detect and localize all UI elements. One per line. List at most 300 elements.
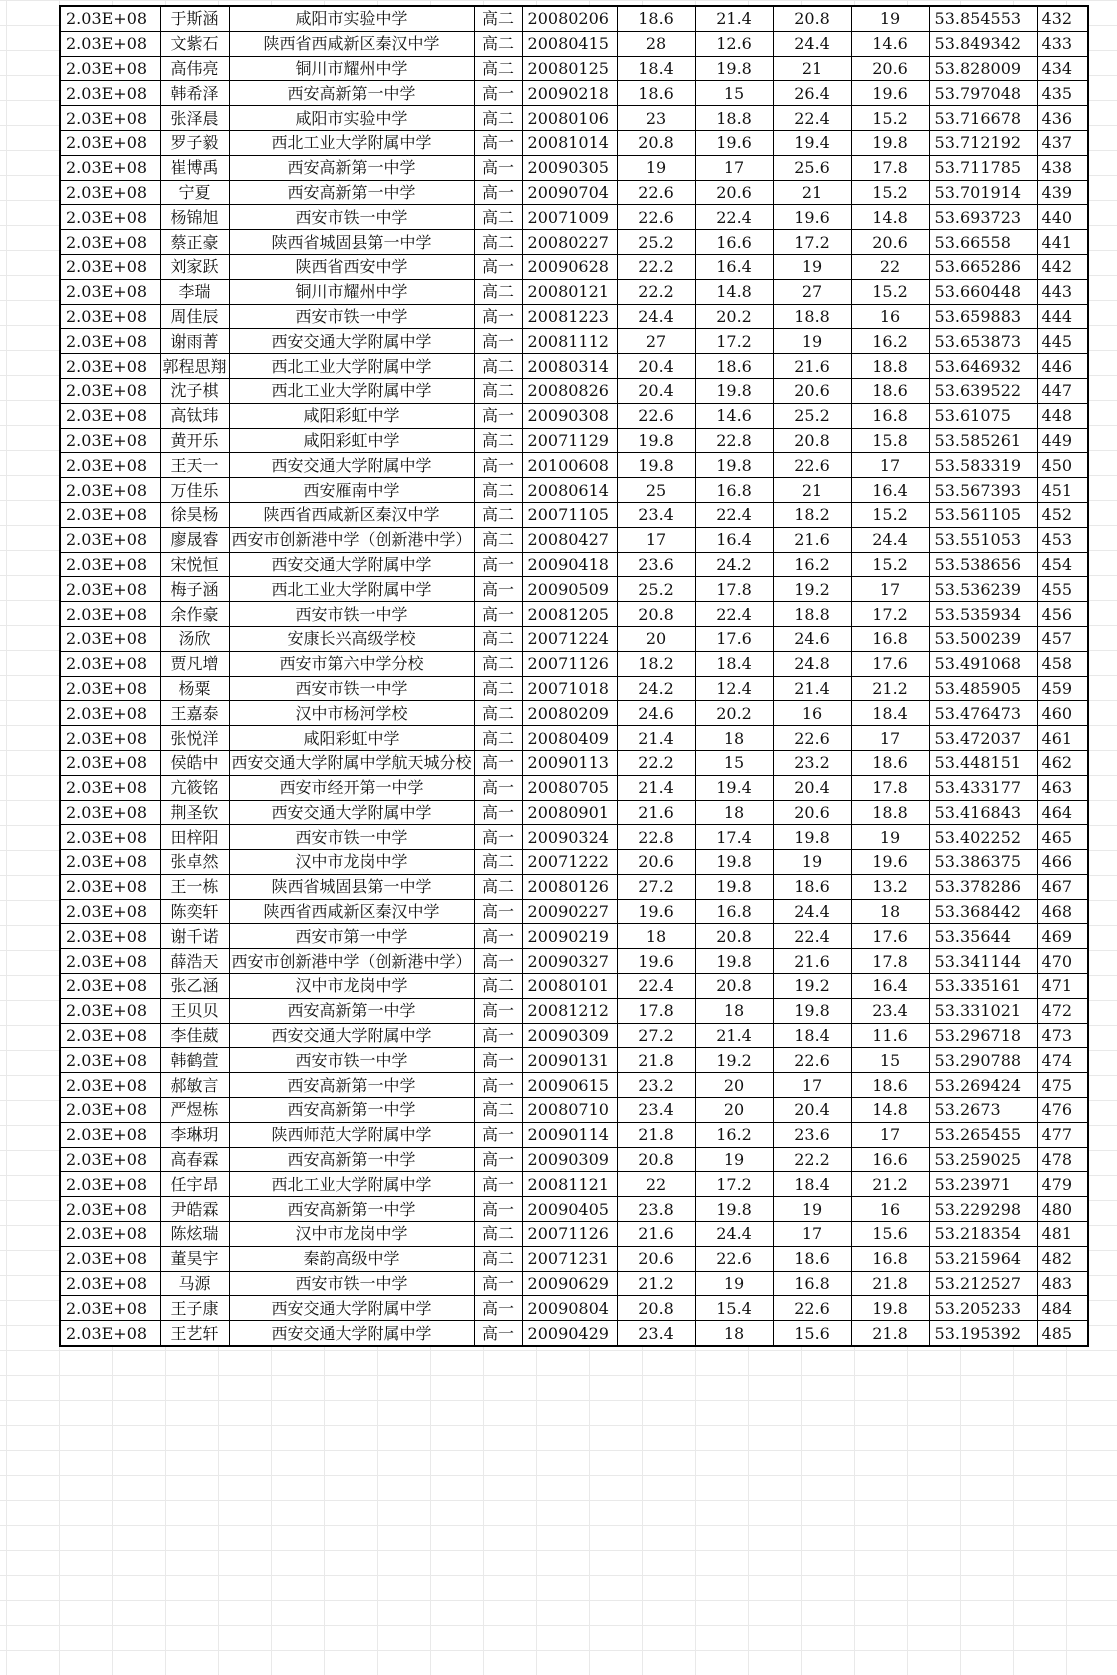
student-id-cell: 2.03E+08 xyxy=(60,974,160,999)
score-3-cell: 18.6 xyxy=(773,874,851,899)
grade-cell: 高一 xyxy=(474,1197,522,1222)
student-id-cell: 2.03E+08 xyxy=(60,478,160,503)
student-id-cell: 2.03E+08 xyxy=(60,1048,160,1073)
student-name-cell: 陈炫瑞 xyxy=(160,1222,229,1247)
score-2-cell: 15 xyxy=(695,750,773,775)
score-1-cell: 23 xyxy=(617,106,695,131)
total-score-cell: 53.797048 xyxy=(929,81,1037,106)
total-score-cell: 53.195392 xyxy=(929,1321,1037,1346)
grade-cell: 高二 xyxy=(474,56,522,81)
score-2-cell: 12.6 xyxy=(695,31,773,56)
school-cell: 陕西省西咸新区秦汉中学 xyxy=(229,899,474,924)
score-1-cell: 20 xyxy=(617,626,695,651)
score-1-cell: 23.4 xyxy=(617,502,695,527)
student-id-cell: 2.03E+08 xyxy=(60,1147,160,1172)
birthdate-cell: 20080101 xyxy=(522,974,617,999)
score-2-cell: 22.4 xyxy=(695,502,773,527)
score-4-cell: 16.4 xyxy=(851,974,929,999)
total-score-cell: 53.331021 xyxy=(929,998,1037,1023)
score-3-cell: 21.6 xyxy=(773,354,851,379)
score-4-cell: 18.6 xyxy=(851,1073,929,1098)
grade-cell: 高二 xyxy=(474,502,522,527)
birthdate-cell: 20081112 xyxy=(522,329,617,354)
score-1-cell: 20.6 xyxy=(617,850,695,875)
score-3-cell: 22.4 xyxy=(773,924,851,949)
score-4-cell: 19 xyxy=(851,6,929,31)
school-cell: 西安交通大学附属中学航天城分校 xyxy=(229,750,474,775)
score-2-cell: 18.8 xyxy=(695,106,773,131)
score-3-cell: 18.6 xyxy=(773,1246,851,1271)
student-id-cell: 2.03E+08 xyxy=(60,726,160,751)
birthdate-cell: 20090629 xyxy=(522,1271,617,1296)
score-1-cell: 22.6 xyxy=(617,403,695,428)
score-4-cell: 17 xyxy=(851,453,929,478)
score-4-cell: 14.6 xyxy=(851,31,929,56)
score-3-cell: 17.2 xyxy=(773,230,851,255)
table-row xyxy=(60,750,1088,775)
grade-cell: 高一 xyxy=(474,329,522,354)
school-cell: 西安高新第一中学 xyxy=(229,1098,474,1123)
score-2-cell: 18 xyxy=(695,998,773,1023)
score-2-cell: 16.6 xyxy=(695,230,773,255)
score-3-cell: 17 xyxy=(773,1073,851,1098)
score-4-cell: 20.6 xyxy=(851,56,929,81)
score-1-cell: 22.6 xyxy=(617,180,695,205)
birthdate-cell: 20090227 xyxy=(522,899,617,924)
score-1-cell: 28 xyxy=(617,31,695,56)
rank-cell: 474 xyxy=(1037,1048,1088,1073)
school-cell: 安康长兴高级学校 xyxy=(229,626,474,651)
total-score-cell: 53.660448 xyxy=(929,279,1037,304)
student-name-cell: 任宇昂 xyxy=(160,1172,229,1197)
total-score-cell: 53.416843 xyxy=(929,800,1037,825)
birthdate-cell: 20071105 xyxy=(522,502,617,527)
birthdate-cell: 20090327 xyxy=(522,949,617,974)
student-name-cell: 亢筱铭 xyxy=(160,775,229,800)
student-name-cell: 黄开乐 xyxy=(160,428,229,453)
school-cell: 西安市铁一中学 xyxy=(229,304,474,329)
birthdate-cell: 20071126 xyxy=(522,1222,617,1247)
grade-cell: 高二 xyxy=(474,701,522,726)
student-id-cell: 2.03E+08 xyxy=(60,800,160,825)
student-name-cell: 万佳乐 xyxy=(160,478,229,503)
birthdate-cell: 20080427 xyxy=(522,527,617,552)
student-name-cell: 王艺轩 xyxy=(160,1321,229,1346)
student-id-cell: 2.03E+08 xyxy=(60,602,160,627)
score-1-cell: 27.2 xyxy=(617,874,695,899)
score-3-cell: 15.6 xyxy=(773,1321,851,1346)
total-score-cell: 53.476473 xyxy=(929,701,1037,726)
grade-cell: 高一 xyxy=(474,577,522,602)
rank-cell: 460 xyxy=(1037,701,1088,726)
score-1-cell: 21.6 xyxy=(617,1222,695,1247)
student-id-cell: 2.03E+08 xyxy=(60,676,160,701)
score-3-cell: 25.6 xyxy=(773,155,851,180)
student-name-cell: 杨锦旭 xyxy=(160,205,229,230)
score-2-cell: 21.4 xyxy=(695,1023,773,1048)
student-id-cell: 2.03E+08 xyxy=(60,899,160,924)
student-id-cell: 2.03E+08 xyxy=(60,1073,160,1098)
score-4-cell: 15.2 xyxy=(851,279,929,304)
score-3-cell: 21 xyxy=(773,180,851,205)
score-2-cell: 24.2 xyxy=(695,552,773,577)
score-3-cell: 19.6 xyxy=(773,205,851,230)
school-cell: 陕西省西咸新区秦汉中学 xyxy=(229,31,474,56)
school-cell: 陕西师范大学附属中学 xyxy=(229,1122,474,1147)
score-3-cell: 18.8 xyxy=(773,304,851,329)
birthdate-cell: 20071009 xyxy=(522,205,617,230)
score-1-cell: 22.2 xyxy=(617,750,695,775)
grade-cell: 高二 xyxy=(474,354,522,379)
rank-cell: 479 xyxy=(1037,1172,1088,1197)
rank-cell: 473 xyxy=(1037,1023,1088,1048)
score-4-cell: 16 xyxy=(851,1197,929,1222)
birthdate-cell: 20081121 xyxy=(522,1172,617,1197)
student-id-cell: 2.03E+08 xyxy=(60,205,160,230)
grade-cell: 高一 xyxy=(474,1172,522,1197)
student-id-cell: 2.03E+08 xyxy=(60,1246,160,1271)
student-name-cell: 文紫石 xyxy=(160,31,229,56)
school-cell: 咸阳彩虹中学 xyxy=(229,726,474,751)
school-cell: 西安交通大学附属中学 xyxy=(229,453,474,478)
student-id-cell: 2.03E+08 xyxy=(60,428,160,453)
birthdate-cell: 20090418 xyxy=(522,552,617,577)
score-1-cell: 22.2 xyxy=(617,279,695,304)
rank-cell: 452 xyxy=(1037,502,1088,527)
total-score-cell: 53.538656 xyxy=(929,552,1037,577)
table-row xyxy=(60,998,1088,1023)
score-1-cell: 27.2 xyxy=(617,1023,695,1048)
table-row xyxy=(60,230,1088,255)
score-4-cell: 16.2 xyxy=(851,329,929,354)
school-cell: 西安交通大学附属中学 xyxy=(229,1023,474,1048)
student-name-cell: 崔博禹 xyxy=(160,155,229,180)
rank-cell: 449 xyxy=(1037,428,1088,453)
birthdate-cell: 20090219 xyxy=(522,924,617,949)
score-2-cell: 20 xyxy=(695,1073,773,1098)
birthdate-cell: 20080209 xyxy=(522,701,617,726)
student-name-cell: 周佳辰 xyxy=(160,304,229,329)
score-1-cell: 22.4 xyxy=(617,974,695,999)
total-score-cell: 53.828009 xyxy=(929,56,1037,81)
student-name-cell: 蔡正豪 xyxy=(160,230,229,255)
score-4-cell: 16 xyxy=(851,304,929,329)
table-row xyxy=(60,1321,1088,1346)
birthdate-cell: 20080121 xyxy=(522,279,617,304)
score-1-cell: 25.2 xyxy=(617,577,695,602)
total-score-cell: 53.296718 xyxy=(929,1023,1037,1048)
score-3-cell: 23.6 xyxy=(773,1122,851,1147)
school-cell: 西安交通大学附属中学 xyxy=(229,1296,474,1321)
grade-cell: 高二 xyxy=(474,626,522,651)
birthdate-cell: 20090509 xyxy=(522,577,617,602)
score-3-cell: 19 xyxy=(773,254,851,279)
student-id-cell: 2.03E+08 xyxy=(60,924,160,949)
school-cell: 西安交通大学附属中学 xyxy=(229,1321,474,1346)
table-row xyxy=(60,676,1088,701)
birthdate-cell: 20080705 xyxy=(522,775,617,800)
total-score-cell: 53.665286 xyxy=(929,254,1037,279)
score-4-cell: 18.6 xyxy=(851,750,929,775)
student-name-cell: 荆圣钦 xyxy=(160,800,229,825)
table-row xyxy=(60,552,1088,577)
score-4-cell: 19.6 xyxy=(851,81,929,106)
score-3-cell: 18.4 xyxy=(773,1023,851,1048)
total-score-cell: 53.2673 xyxy=(929,1098,1037,1123)
score-1-cell: 19 xyxy=(617,155,695,180)
total-score-cell: 53.433177 xyxy=(929,775,1037,800)
grade-cell: 高二 xyxy=(474,106,522,131)
school-cell: 西安高新第一中学 xyxy=(229,155,474,180)
school-cell: 西北工业大学附属中学 xyxy=(229,577,474,602)
rank-cell: 447 xyxy=(1037,378,1088,403)
total-score-cell: 53.567393 xyxy=(929,478,1037,503)
table-row xyxy=(60,626,1088,651)
school-cell: 西安市铁一中学 xyxy=(229,205,474,230)
score-4-cell: 16.4 xyxy=(851,478,929,503)
birthdate-cell: 20090309 xyxy=(522,1023,617,1048)
score-4-cell: 19.8 xyxy=(851,130,929,155)
school-cell: 西安市经开第一中学 xyxy=(229,775,474,800)
total-score-cell: 53.386375 xyxy=(929,850,1037,875)
total-score-cell: 53.646932 xyxy=(929,354,1037,379)
score-2-cell: 22.8 xyxy=(695,428,773,453)
student-id-cell: 2.03E+08 xyxy=(60,626,160,651)
score-1-cell: 18.4 xyxy=(617,56,695,81)
birthdate-cell: 20071129 xyxy=(522,428,617,453)
score-2-cell: 18.4 xyxy=(695,651,773,676)
student-name-cell: 张泽晨 xyxy=(160,106,229,131)
total-score-cell: 53.716678 xyxy=(929,106,1037,131)
student-id-cell: 2.03E+08 xyxy=(60,106,160,131)
total-score-cell: 53.472037 xyxy=(929,726,1037,751)
score-2-cell: 20.6 xyxy=(695,180,773,205)
grade-cell: 高一 xyxy=(474,1271,522,1296)
score-3-cell: 22.6 xyxy=(773,726,851,751)
score-1-cell: 18.6 xyxy=(617,6,695,31)
school-cell: 西安市铁一中学 xyxy=(229,676,474,701)
score-4-cell: 18.4 xyxy=(851,701,929,726)
grade-cell: 高一 xyxy=(474,1023,522,1048)
score-3-cell: 20.4 xyxy=(773,1098,851,1123)
total-score-cell: 53.290788 xyxy=(929,1048,1037,1073)
score-4-cell: 23.4 xyxy=(851,998,929,1023)
score-table xyxy=(59,5,1089,1347)
score-4-cell: 19 xyxy=(851,825,929,850)
birthdate-cell: 20080227 xyxy=(522,230,617,255)
table-row xyxy=(60,1073,1088,1098)
score-4-cell: 15.2 xyxy=(851,180,929,205)
table-row xyxy=(60,403,1088,428)
score-4-cell: 15.6 xyxy=(851,1222,929,1247)
score-4-cell: 11.6 xyxy=(851,1023,929,1048)
grade-cell: 高一 xyxy=(474,180,522,205)
score-3-cell: 26.4 xyxy=(773,81,851,106)
student-name-cell: 梅子涵 xyxy=(160,577,229,602)
student-name-cell: 郝敏言 xyxy=(160,1073,229,1098)
school-cell: 西安交通大学附属中学 xyxy=(229,329,474,354)
student-id-cell: 2.03E+08 xyxy=(60,354,160,379)
student-id-cell: 2.03E+08 xyxy=(60,825,160,850)
score-4-cell: 21.2 xyxy=(851,676,929,701)
school-cell: 西安市铁一中学 xyxy=(229,1048,474,1073)
school-cell: 西安交通大学附属中学 xyxy=(229,552,474,577)
rank-cell: 477 xyxy=(1037,1122,1088,1147)
school-cell: 西安市铁一中学 xyxy=(229,602,474,627)
student-name-cell: 陈奕轩 xyxy=(160,899,229,924)
student-name-cell: 田梓阳 xyxy=(160,825,229,850)
grade-cell: 高二 xyxy=(474,6,522,31)
score-2-cell: 17.4 xyxy=(695,825,773,850)
table-row xyxy=(60,31,1088,56)
student-id-cell: 2.03E+08 xyxy=(60,527,160,552)
score-4-cell: 13.2 xyxy=(851,874,929,899)
school-cell: 陕西省城固县第一中学 xyxy=(229,874,474,899)
total-score-cell: 53.61075 xyxy=(929,403,1037,428)
table-row xyxy=(60,205,1088,230)
student-name-cell: 贾凡增 xyxy=(160,651,229,676)
total-score-cell: 53.535934 xyxy=(929,602,1037,627)
school-cell: 西安市第一中学 xyxy=(229,924,474,949)
score-4-cell: 15.2 xyxy=(851,552,929,577)
score-2-cell: 15 xyxy=(695,81,773,106)
student-id-cell: 2.03E+08 xyxy=(60,874,160,899)
rank-cell: 470 xyxy=(1037,949,1088,974)
score-3-cell: 21.4 xyxy=(773,676,851,701)
school-cell: 陕西省城固县第一中学 xyxy=(229,230,474,255)
rank-cell: 448 xyxy=(1037,403,1088,428)
rank-cell: 469 xyxy=(1037,924,1088,949)
score-4-cell: 14.8 xyxy=(851,1098,929,1123)
rank-cell: 433 xyxy=(1037,31,1088,56)
grade-cell: 高一 xyxy=(474,81,522,106)
total-score-cell: 53.259025 xyxy=(929,1147,1037,1172)
rank-cell: 471 xyxy=(1037,974,1088,999)
grade-cell: 高一 xyxy=(474,924,522,949)
birthdate-cell: 20071224 xyxy=(522,626,617,651)
grade-cell: 高一 xyxy=(474,1296,522,1321)
rank-cell: 456 xyxy=(1037,602,1088,627)
school-cell: 陕西省西咸新区秦汉中学 xyxy=(229,502,474,527)
score-1-cell: 19.8 xyxy=(617,453,695,478)
grade-cell: 高二 xyxy=(474,279,522,304)
score-2-cell: 19.8 xyxy=(695,378,773,403)
score-4-cell: 19.6 xyxy=(851,850,929,875)
student-name-cell: 王贝贝 xyxy=(160,998,229,1023)
birthdate-cell: 20081212 xyxy=(522,998,617,1023)
table-row xyxy=(60,180,1088,205)
student-name-cell: 罗子毅 xyxy=(160,130,229,155)
score-4-cell: 18.6 xyxy=(851,378,929,403)
total-score-cell: 53.269424 xyxy=(929,1073,1037,1098)
total-score-cell: 53.66558 xyxy=(929,230,1037,255)
student-id-cell: 2.03E+08 xyxy=(60,155,160,180)
score-1-cell: 23.6 xyxy=(617,552,695,577)
total-score-cell: 53.536239 xyxy=(929,577,1037,602)
student-id-cell: 2.03E+08 xyxy=(60,254,160,279)
grade-cell: 高二 xyxy=(474,1246,522,1271)
rank-cell: 455 xyxy=(1037,577,1088,602)
grade-cell: 高一 xyxy=(474,403,522,428)
score-3-cell: 22.4 xyxy=(773,106,851,131)
birthdate-cell: 20090113 xyxy=(522,750,617,775)
birthdate-cell: 20081014 xyxy=(522,130,617,155)
score-2-cell: 16.4 xyxy=(695,254,773,279)
student-name-cell: 余作豪 xyxy=(160,602,229,627)
score-2-cell: 17.6 xyxy=(695,626,773,651)
student-name-cell: 尹皓霖 xyxy=(160,1197,229,1222)
student-name-cell: 杨粟 xyxy=(160,676,229,701)
total-score-cell: 53.583319 xyxy=(929,453,1037,478)
rank-cell: 445 xyxy=(1037,329,1088,354)
school-cell: 铜川市耀州中学 xyxy=(229,56,474,81)
score-1-cell: 18.2 xyxy=(617,651,695,676)
total-score-cell: 53.659883 xyxy=(929,304,1037,329)
table-row xyxy=(60,1197,1088,1222)
grade-cell: 高二 xyxy=(474,378,522,403)
score-1-cell: 18.6 xyxy=(617,81,695,106)
grade-cell: 高一 xyxy=(474,825,522,850)
table-row xyxy=(60,775,1088,800)
school-cell: 西北工业大学附属中学 xyxy=(229,130,474,155)
birthdate-cell: 20080901 xyxy=(522,800,617,825)
table-row xyxy=(60,502,1088,527)
birthdate-cell: 20080415 xyxy=(522,31,617,56)
table-row xyxy=(60,1246,1088,1271)
student-id-cell: 2.03E+08 xyxy=(60,1122,160,1147)
rank-cell: 478 xyxy=(1037,1147,1088,1172)
table-row xyxy=(60,1271,1088,1296)
rank-cell: 461 xyxy=(1037,726,1088,751)
total-score-cell: 53.854553 xyxy=(929,6,1037,31)
grade-cell: 高一 xyxy=(474,1321,522,1346)
birthdate-cell: 20090704 xyxy=(522,180,617,205)
total-score-cell: 53.693723 xyxy=(929,205,1037,230)
rank-cell: 439 xyxy=(1037,180,1088,205)
grade-cell: 高一 xyxy=(474,750,522,775)
student-id-cell: 2.03E+08 xyxy=(60,651,160,676)
student-name-cell: 徐昊杨 xyxy=(160,502,229,527)
table-row xyxy=(60,1296,1088,1321)
rank-cell: 465 xyxy=(1037,825,1088,850)
table-row xyxy=(60,527,1088,552)
student-name-cell: 马源 xyxy=(160,1271,229,1296)
score-3-cell: 16.8 xyxy=(773,1271,851,1296)
rank-cell: 453 xyxy=(1037,527,1088,552)
score-3-cell: 21.6 xyxy=(773,949,851,974)
score-4-cell: 18 xyxy=(851,899,929,924)
score-1-cell: 20.4 xyxy=(617,354,695,379)
school-cell: 西安高新第一中学 xyxy=(229,1073,474,1098)
rank-cell: 459 xyxy=(1037,676,1088,701)
school-cell: 西安高新第一中学 xyxy=(229,998,474,1023)
grade-cell: 高二 xyxy=(474,31,522,56)
school-cell: 西安市铁一中学 xyxy=(229,1271,474,1296)
grade-cell: 高二 xyxy=(474,1098,522,1123)
birthdate-cell: 20090615 xyxy=(522,1073,617,1098)
school-cell: 西安高新第一中学 xyxy=(229,1147,474,1172)
rank-cell: 446 xyxy=(1037,354,1088,379)
grade-cell: 高一 xyxy=(474,254,522,279)
score-2-cell: 22.4 xyxy=(695,602,773,627)
total-score-cell: 53.335161 xyxy=(929,974,1037,999)
birthdate-cell: 20090804 xyxy=(522,1296,617,1321)
score-4-cell: 14.8 xyxy=(851,205,929,230)
table-row xyxy=(60,1147,1088,1172)
score-3-cell: 19 xyxy=(773,850,851,875)
rank-cell: 466 xyxy=(1037,850,1088,875)
rank-cell: 454 xyxy=(1037,552,1088,577)
